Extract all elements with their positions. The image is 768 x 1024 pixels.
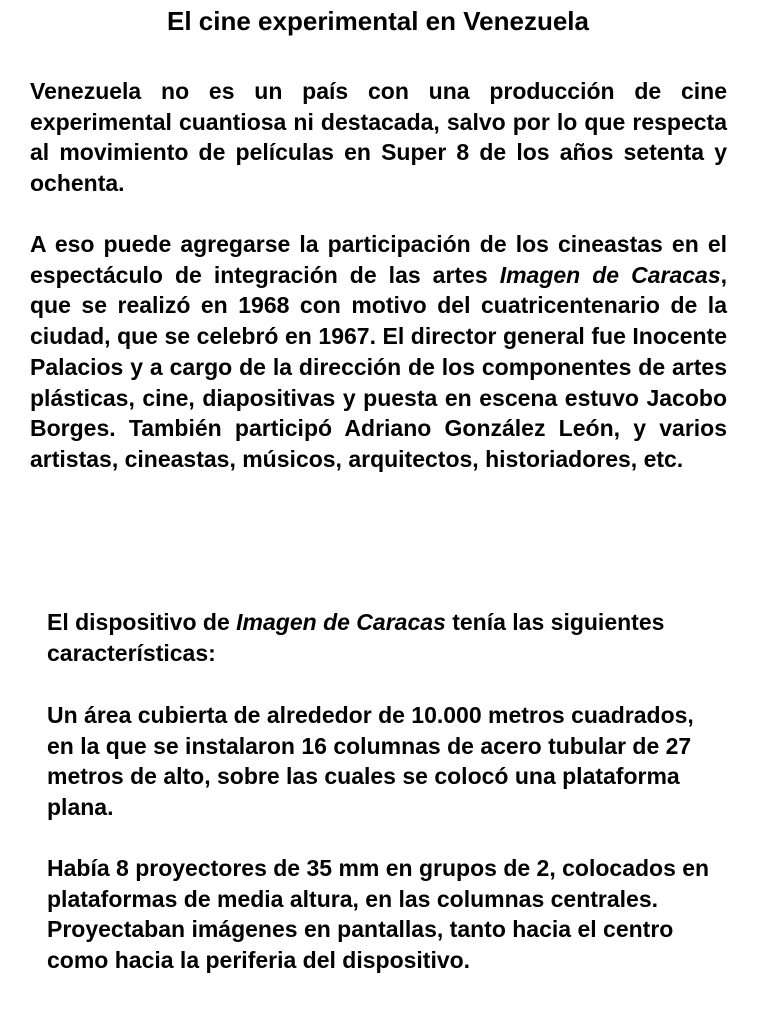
paragraph-imagen-de-caracas (30, 229, 727, 475)
paragraph-area-cubierta: Un área cubierta de alrededor de 10.000 metros cuadrados, en la que se instalaron 16 columnas de acero tubular de 27 metros de alto, sobre las cuales se colocó una plataforma plana. (47, 702, 694, 821)
paragraph-proyectores: Había 8 proyectores de 35 mm en grupos de 2, colocados en plataformas de media altura, en las columnas centrales. Proyectaban imágenes en pantallas, tanto hacia el centro como hacia la periferia del dispositivo. (47, 855, 710, 974)
paragraph-text: tenía las siguientes características: (47, 609, 665, 666)
paragraph-dispositivo (47, 607, 717, 668)
paragraph-text: , que se realizó en 1968 con motivo del cuatricentenario de la ciudad, que se celebró en 1967. El director general fue Inocente Palacios y a cargo de la dirección de los componentes de artes plásticas, cine, diapositivas y puesta en escena estuvo Jacobo Borges. También participó Adriano González León, y varios artistas, cineastas, músicos, arquitectos, historiadores, etc. (30, 261, 728, 472)
work-title-italic: Imagen de Caracas (499, 261, 721, 288)
document-title: El cine experimental en Venezuela (167, 6, 589, 36)
paragraph-text: A eso puede agregarse la participación de los cineastas en el espectáculo de integración de las artes (30, 231, 727, 288)
paragraph-intro: Venezuela no es un país con una producción de cine experimental cuantiosa ni destacada, salvo por lo que respecta al movimiento de películas en Super 8 de los años setenta y ochenta. (30, 78, 727, 197)
paragraph-text: El dispositivo de (47, 609, 237, 635)
work-title-italic: Imagen de Caracas (236, 609, 446, 635)
